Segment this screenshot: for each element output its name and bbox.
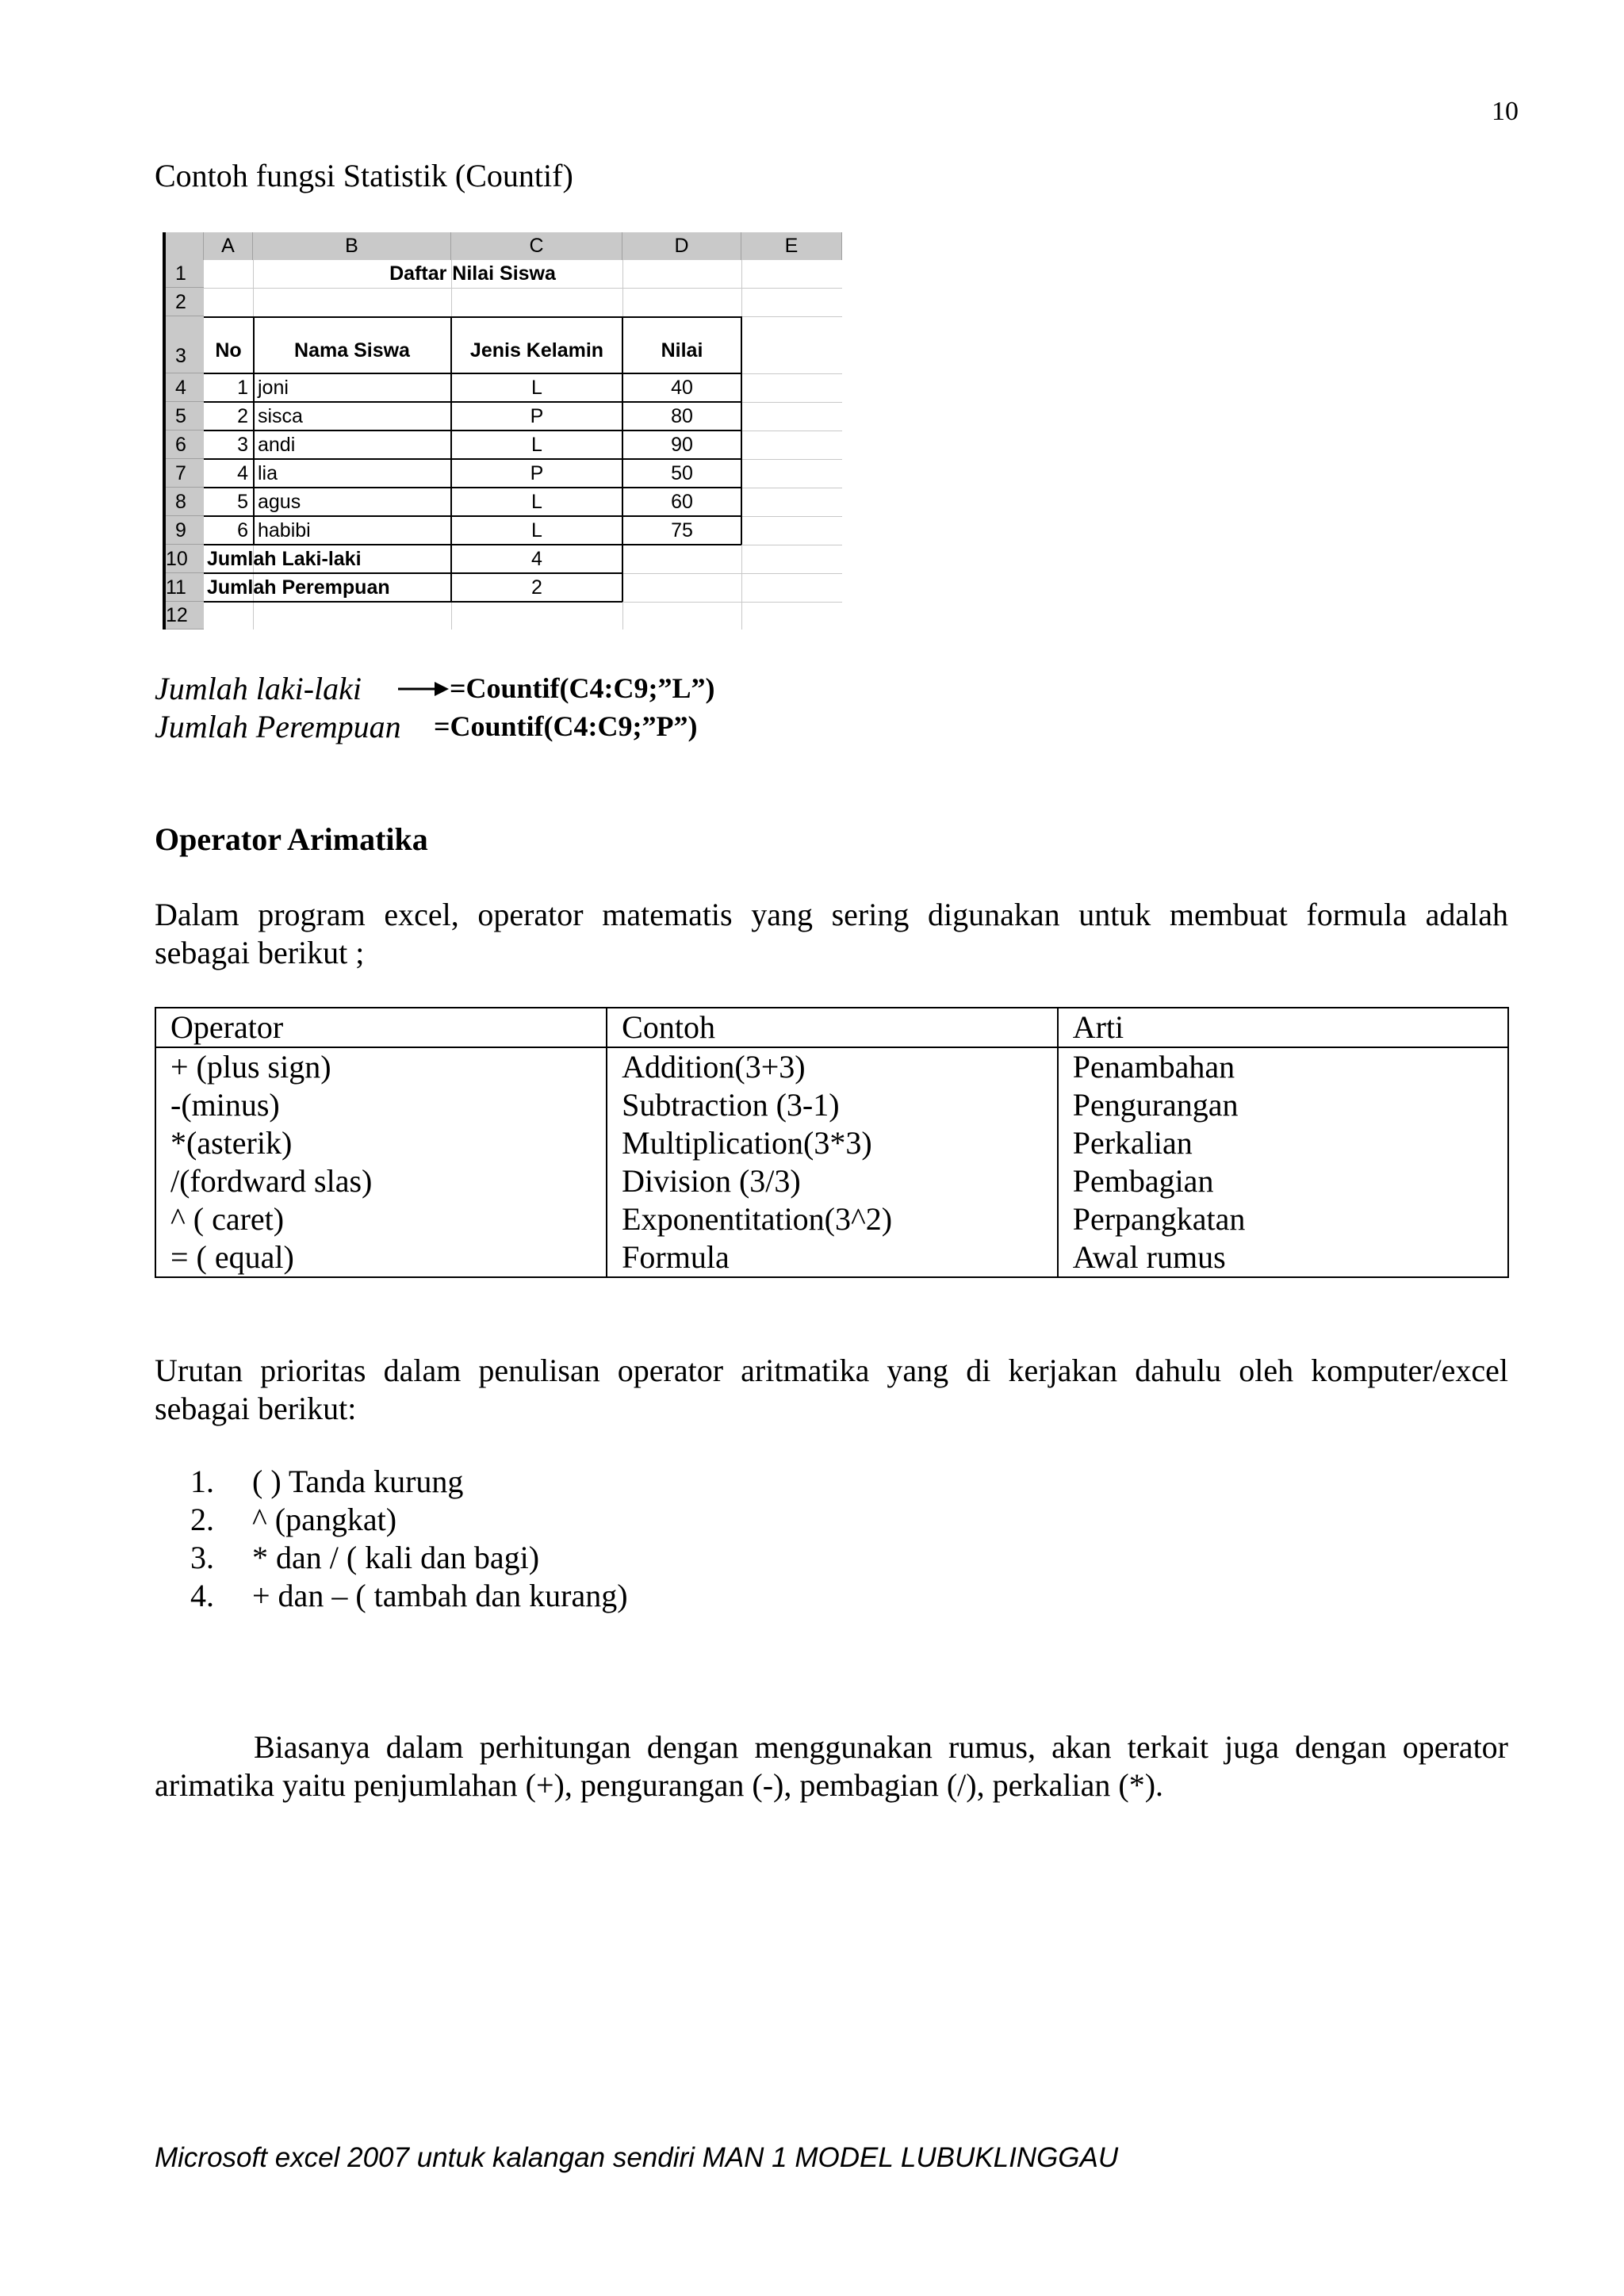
column-header: Contoh <box>607 1008 1058 1047</box>
example-cell: Multiplication(3*3) <box>622 1125 872 1161</box>
list-text: + dan – ( tambah dan kurang) <box>252 1578 628 1613</box>
row-header: 3 <box>166 316 204 373</box>
list-item <box>190 1501 628 1539</box>
row-header: 7 <box>166 459 204 488</box>
header-cell: Nilai <box>661 339 703 362</box>
operator-cell: /(fordward slas) <box>170 1163 373 1199</box>
list-item <box>190 1539 628 1577</box>
column-header: Arti <box>1058 1008 1508 1047</box>
row-header: 9 <box>166 516 204 545</box>
paragraph-line: sebagai berikut ; <box>155 935 365 970</box>
row-header: 12 <box>166 602 204 629</box>
no-cell: 2 <box>237 405 248 427</box>
gender-cell: L <box>531 434 542 456</box>
formula-label: Jumlah Perempuan <box>155 709 401 744</box>
name-cell: agus <box>258 491 301 513</box>
section-title: Operator Arimatika <box>155 821 428 857</box>
summary-value: 2 <box>531 576 542 599</box>
list-text: ^ (pangkat) <box>252 1502 397 1537</box>
priority-paragraph <box>155 1352 1508 1428</box>
gender-cell: P <box>530 405 544 427</box>
paragraph-line: Biasanya dalam perhitungan dengan menggunakan rumus, akan terkait juga dengan operator <box>254 1729 1508 1765</box>
row-header: 1 <box>166 260 204 288</box>
row-header: 5 <box>166 402 204 430</box>
row-header: 11 <box>166 573 204 602</box>
list-item <box>190 1463 628 1501</box>
name-cell: habibi <box>258 519 311 541</box>
no-cell: 4 <box>237 462 248 484</box>
example-cell: Exponentitation(3^2) <box>622 1201 893 1237</box>
list-item <box>190 1577 628 1615</box>
row-header: 8 <box>166 488 204 516</box>
column-header: A <box>204 232 253 260</box>
spreadsheet-image <box>155 232 842 629</box>
table-header-row <box>155 1008 1508 1047</box>
formula-label: Jumlah laki-laki <box>155 671 362 706</box>
example-cell: Subtraction (3-1) <box>622 1087 840 1123</box>
row-header: 4 <box>166 373 204 402</box>
meaning-cell: Penambahan <box>1072 1049 1235 1085</box>
score-cell: 60 <box>671 491 693 513</box>
column-header: C <box>451 232 622 260</box>
column-header: Operator <box>155 1008 607 1047</box>
meaning-column <box>1058 1047 1508 1277</box>
header-cell: No <box>215 339 242 362</box>
column-header: B <box>253 232 451 260</box>
summary-label: Jumlah Perempuan <box>207 576 390 599</box>
gender-cell: P <box>530 462 544 484</box>
list-number: 2. <box>190 1502 214 1537</box>
no-cell: 3 <box>237 434 248 456</box>
operator-cell: + (plus sign) <box>170 1049 331 1085</box>
example-cell: Division (3/3) <box>622 1163 801 1199</box>
paragraph-line: Dalam program excel, operator matematis yang sering digunakan untuk membuat formula adalah <box>155 897 1508 932</box>
gridline <box>204 288 842 289</box>
summary-label: Jumlah Laki-laki <box>207 548 362 570</box>
paragraph-line: sebagai berikut: <box>155 1391 357 1426</box>
score-cell: 75 <box>671 519 693 541</box>
page-footer: Microsoft excel 2007 untuk kalangan sendiri MAN 1 MODEL LUBUKLINGGAU <box>155 2142 1119 2173</box>
name-cell: joni <box>258 377 289 399</box>
no-cell: 6 <box>237 519 248 541</box>
column-header: E <box>741 232 842 260</box>
operator-column <box>155 1047 607 1277</box>
row-header: 10 <box>166 545 204 573</box>
example-column <box>607 1047 1058 1277</box>
operator-cell: -(minus) <box>170 1087 280 1123</box>
operator-cell: ^ ( caret) <box>170 1201 285 1237</box>
intro-paragraph <box>155 896 1508 972</box>
meaning-cell: Perkalian <box>1072 1125 1193 1161</box>
column-header: D <box>622 232 741 260</box>
formula-code: =Countif(C4:C9;”P”) <box>434 710 698 742</box>
paragraph-line: Urutan prioritas dalam penulisan operator aritmatika yang di kerjakan dahulu oleh komputer/excel <box>155 1353 1508 1388</box>
score-cell: 90 <box>671 434 693 456</box>
corner-cell <box>166 232 204 260</box>
list-number: 1. <box>190 1464 214 1499</box>
gender-cell: L <box>531 491 542 513</box>
list-text: * dan / ( kali dan bagi) <box>252 1540 540 1575</box>
row-header: 2 <box>166 288 204 316</box>
header-cell: Nama Siswa <box>294 339 410 362</box>
name-cell: sisca <box>258 405 303 427</box>
meaning-cell: Pengurangan <box>1072 1087 1239 1123</box>
meaning-cell: Perpangkatan <box>1072 1201 1246 1237</box>
meaning-cell: Pembagian <box>1072 1163 1214 1199</box>
name-cell: andi <box>258 434 296 456</box>
page-number: 10 <box>1492 97 1519 126</box>
gender-cell: L <box>531 519 542 541</box>
no-cell: 1 <box>237 377 248 399</box>
score-cell: 40 <box>671 377 693 399</box>
summary-value: 4 <box>531 548 542 570</box>
list-number: 3. <box>190 1540 214 1575</box>
score-cell: 80 <box>671 405 693 427</box>
example-cell: Addition(3+3) <box>622 1049 806 1085</box>
operator-cell: *(asterik) <box>170 1125 293 1161</box>
no-cell: 5 <box>237 491 248 513</box>
table-row <box>155 1047 1508 1277</box>
operator-table <box>155 1007 1509 1278</box>
example-cell: Formula <box>622 1239 730 1275</box>
name-cell: lia <box>258 462 278 484</box>
list-number: 4. <box>190 1578 214 1613</box>
gender-cell: L <box>531 377 542 399</box>
list-text: ( ) Tanda kurung <box>252 1464 464 1499</box>
score-cell: 50 <box>671 462 693 484</box>
operator-cell: = ( equal) <box>170 1239 294 1275</box>
header-cell: Jenis Kelamin <box>469 339 604 362</box>
closing-paragraph <box>155 1728 1508 1804</box>
row-header: 6 <box>166 430 204 459</box>
page-heading: Contoh fungsi Statistik (Countif) <box>155 158 573 193</box>
paragraph-line: arimatika yaitu penjumlahan (+), pengurangan (-), pembagian (/), perkalian (*). <box>155 1767 1164 1803</box>
sheet-title: Daftar Nilai Siswa <box>389 262 556 285</box>
formula-code: =Countif(C4:C9;”L”) <box>450 672 715 704</box>
arrow-right-icon <box>396 679 450 698</box>
priority-list <box>190 1463 628 1615</box>
meaning-cell: Awal rumus <box>1072 1239 1226 1275</box>
